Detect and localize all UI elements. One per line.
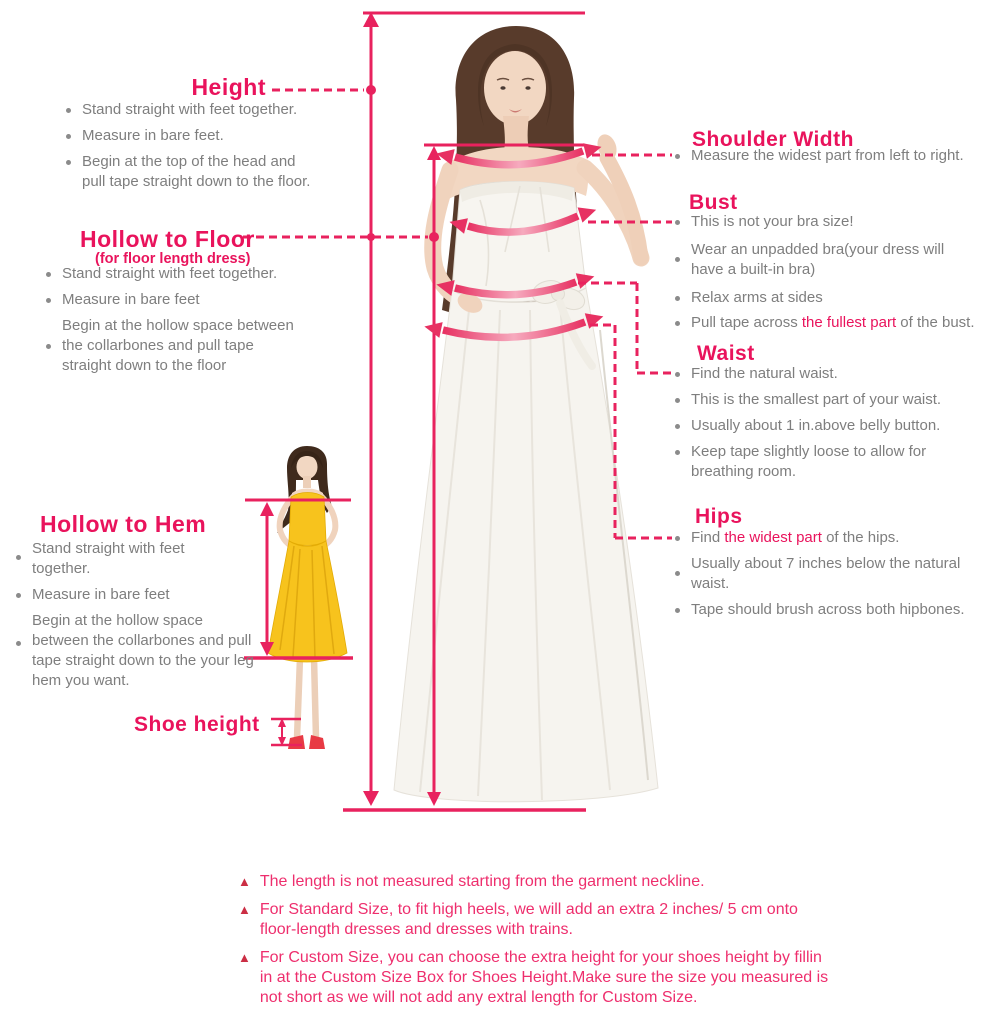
bullet-icon bbox=[675, 372, 680, 377]
list-item bbox=[16, 539, 276, 579]
instruction-text: Measure in bare feet bbox=[62, 291, 200, 308]
small-model-left-shoe bbox=[288, 735, 305, 749]
bullet-icon bbox=[675, 154, 680, 159]
height-section-title-wrap bbox=[60, 74, 266, 101]
list-item bbox=[675, 313, 995, 333]
list-item bbox=[675, 240, 995, 280]
note-text: The length is not measured starting from the garment neckline. bbox=[259, 873, 705, 890]
hollow-to-hem-instructions bbox=[16, 539, 276, 697]
instruction-text: Begin at the top of the head and pull tape straight down to the floor. bbox=[82, 153, 311, 190]
list-item bbox=[675, 212, 995, 232]
warning-triangle-icon: ▲ bbox=[238, 874, 251, 889]
note-item bbox=[238, 948, 938, 1008]
large-model-eye-right bbox=[525, 86, 530, 90]
bust-arrow-right-head bbox=[578, 202, 599, 222]
bullet-icon bbox=[675, 220, 680, 225]
bullet-icon bbox=[675, 571, 680, 576]
note-item bbox=[238, 872, 938, 892]
shoe-height-title-wrap bbox=[134, 713, 260, 737]
small-model-right-leg bbox=[314, 658, 316, 738]
bust-title: Bust bbox=[689, 191, 738, 214]
small-model-left-leg bbox=[297, 658, 300, 738]
hollow-to-hem-title-wrap bbox=[40, 511, 206, 538]
bullet-icon bbox=[66, 134, 71, 139]
bullet-icon bbox=[675, 536, 680, 541]
bullet-icon bbox=[66, 160, 71, 165]
note-item bbox=[238, 900, 938, 940]
instruction-text: Measure in bare feet. bbox=[82, 127, 224, 144]
instruction-text: Begin at the hollow space between the collarbones and pull tape straight down to the floor bbox=[62, 317, 294, 374]
list-item bbox=[46, 316, 356, 376]
small-model-face bbox=[297, 455, 318, 479]
large-model-face bbox=[484, 51, 546, 125]
bust-instructions bbox=[675, 212, 995, 339]
list-item bbox=[675, 288, 995, 308]
list-item bbox=[675, 364, 995, 384]
hollow-to-floor-title: Hollow to Floor bbox=[80, 226, 255, 252]
hips-title-wrap bbox=[695, 505, 743, 529]
shoulder-width-instructions bbox=[675, 146, 995, 172]
hollow-to-floor-title-wrap bbox=[80, 226, 255, 253]
list-item bbox=[675, 416, 995, 436]
hollow-to-floor-subtitle: (for floor length dress) bbox=[95, 251, 251, 267]
instruction-text: This is not your bra size! bbox=[691, 213, 854, 230]
instruction-text: Keep tape slightly loose to allow for breathing room. bbox=[691, 443, 927, 480]
small-model-right-shoe bbox=[309, 735, 325, 749]
instruction-text: Stand straight with feet together. bbox=[62, 265, 278, 282]
bullet-icon bbox=[46, 298, 51, 303]
list-item bbox=[675, 600, 995, 620]
height-instructions bbox=[66, 100, 366, 198]
hollow-to-hem-title: Hollow to Hem bbox=[40, 511, 207, 537]
bullet-icon bbox=[675, 608, 680, 613]
hollow-connector-dot bbox=[429, 232, 439, 242]
bullet-icon bbox=[675, 257, 680, 262]
note-text: For Custom Size, you can choose the extra height for your shoes height by fillin in at the Custom Size Box for Shoes Height.Make sure the size you measured is not short as we will not add any extral length for Custom Size. bbox=[259, 949, 829, 1006]
height-arrow-down bbox=[363, 791, 379, 806]
hem-arrow-up bbox=[260, 502, 274, 516]
list-item bbox=[46, 264, 356, 284]
list-item bbox=[675, 390, 995, 410]
note-text: For Standard Size, to fit high heels, we will add an extra 2 inches/ 5 cm onto floor-length dresses and dresses with trains. bbox=[259, 901, 798, 938]
instruction-text: This is the smallest part of your waist. bbox=[691, 391, 942, 408]
instruction-text: Pull tape across the fullest part of the bust. bbox=[691, 314, 975, 331]
instruction-text: Begin at the hollow space between the collarbones and pull tape straight down to the your leg hem you want. bbox=[32, 612, 254, 689]
hollow-to-floor-instructions bbox=[46, 264, 356, 382]
shoulder-width-title: Shoulder Width bbox=[692, 128, 854, 151]
highlighted-text: the widest part bbox=[724, 529, 822, 546]
list-item bbox=[16, 611, 276, 691]
shoe-height-title: Shoe height bbox=[134, 713, 260, 736]
instruction-text: Usually about 7 inches below the natural waist. bbox=[691, 555, 961, 592]
instruction-text: Stand straight with feet together. bbox=[32, 540, 185, 577]
waist-title: Waist bbox=[697, 342, 755, 365]
bullet-icon bbox=[16, 555, 21, 560]
bullet-icon bbox=[46, 272, 51, 277]
instruction-text: Stand straight with feet together. bbox=[82, 101, 298, 118]
list-item bbox=[66, 126, 366, 146]
list-item bbox=[675, 554, 995, 594]
large-model-eye-left bbox=[500, 86, 505, 90]
list-item bbox=[675, 442, 995, 482]
hips-instructions bbox=[675, 528, 995, 626]
list-item bbox=[16, 585, 276, 605]
instruction-text: Relax arms at sides bbox=[691, 289, 823, 306]
bullet-icon bbox=[675, 321, 680, 326]
instruction-text: Find the widest part of the hips. bbox=[691, 529, 900, 546]
small-model-skirt bbox=[268, 541, 347, 662]
bullet-icon bbox=[46, 344, 51, 349]
list-item bbox=[675, 146, 995, 166]
list-item bbox=[66, 100, 366, 120]
waist-title-wrap bbox=[697, 342, 755, 366]
highlighted-text: the fullest part bbox=[801, 314, 897, 331]
bullet-icon bbox=[675, 398, 680, 403]
bullet-icon bbox=[16, 593, 21, 598]
list-item bbox=[66, 152, 366, 192]
waist-instructions bbox=[675, 364, 995, 488]
instruction-text: Find the natural waist. bbox=[691, 365, 838, 382]
bullet-icon bbox=[675, 424, 680, 429]
instruction-text: Usually about 1 in.above belly button. bbox=[691, 417, 941, 434]
small-model-illustration bbox=[268, 446, 347, 749]
instruction-text: Tape should brush across both hipbones. bbox=[691, 601, 965, 618]
bullet-icon bbox=[16, 641, 21, 646]
notes-section bbox=[238, 872, 938, 1016]
list-item bbox=[675, 528, 995, 548]
warning-triangle-icon: ▲ bbox=[238, 950, 251, 965]
bullet-icon bbox=[675, 296, 680, 301]
bullet-icon bbox=[66, 108, 71, 113]
instruction-text: Wear an unpadded bra(your dress will have a built-in bra) bbox=[691, 241, 945, 278]
instruction-text: Measure in bare feet bbox=[32, 586, 170, 603]
list-item bbox=[46, 290, 356, 310]
bullet-icon bbox=[675, 450, 680, 455]
hips-title: Hips bbox=[695, 505, 743, 528]
small-model-neck bbox=[303, 476, 311, 488]
warning-triangle-icon: ▲ bbox=[238, 902, 251, 917]
height-title: Height bbox=[191, 74, 266, 100]
height-connector-dot bbox=[366, 85, 376, 95]
instruction-text: Measure the widest part from left to right. bbox=[691, 147, 964, 164]
